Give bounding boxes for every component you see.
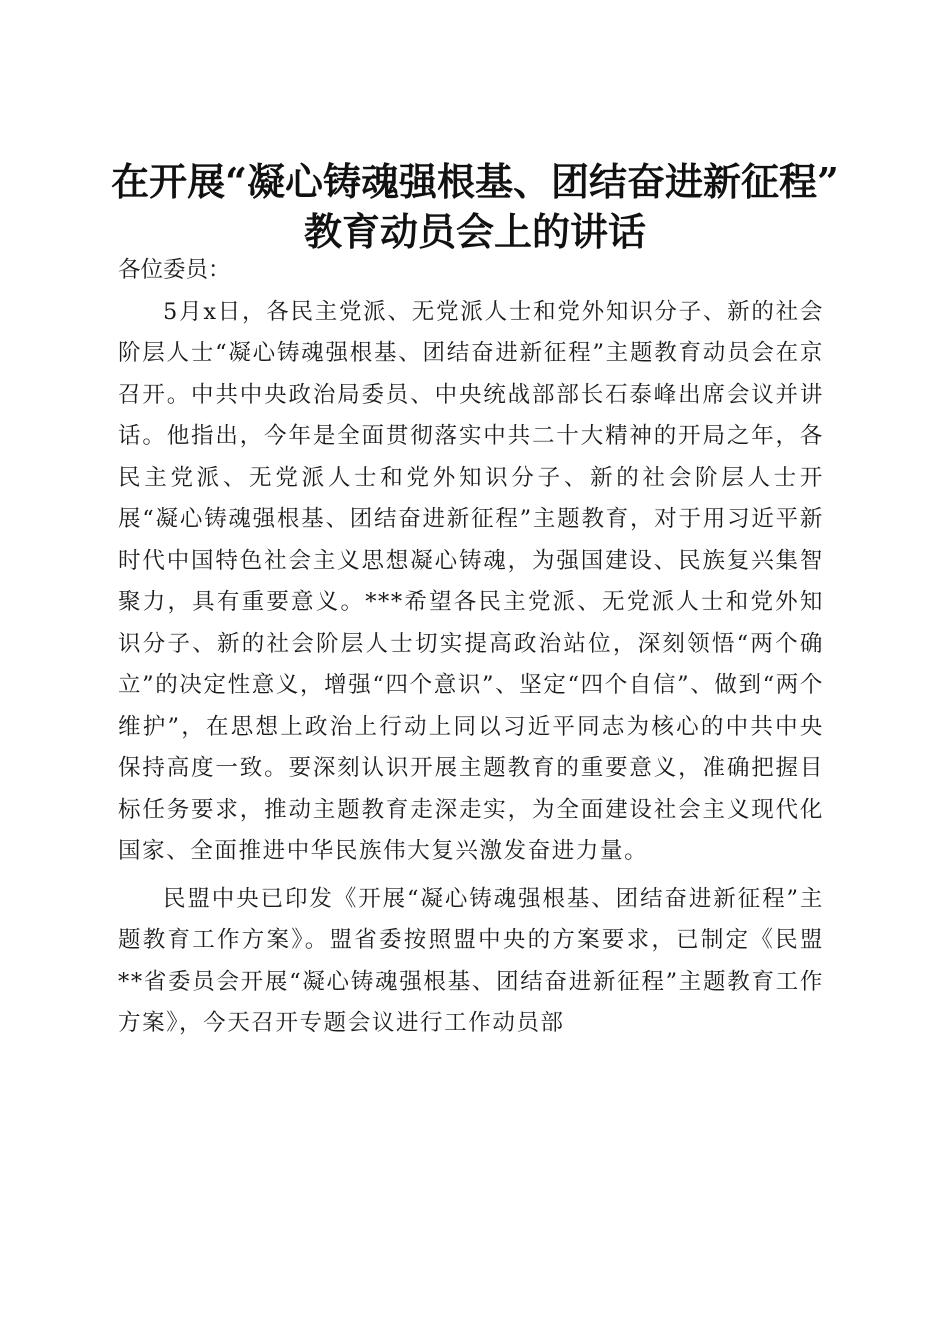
paragraph-2: 民盟中央已印发《开展“凝心铸魂强根基、团结奋进新征程”主题教育工作方案》。盟省委按照盟中央的方案要求，已制定《民盟**省委员会开展“凝心铸魂强根基、团结奋进新征程”主题教育工作方案》，今天召开专题会议进行工作动员部 bbox=[118, 885, 824, 1036]
document-body bbox=[118, 250, 824, 1045]
document-title bbox=[110, 157, 840, 257]
paragraph-1: 5月x日，各民主党派、无党派人士和党外知识分子、新的社会阶层人士“凝心铸魂强根基、团结奋进新征程”主题教育动员会在京召开。中共中央政治局委员、中央统战部部长石泰峰出席会议并讲话。他指出，今年是全面贯彻落实中共二十大精神的开局之年，各民主党派、无党派人士和党外知识分子、新的社会阶层人士开展“凝心铸魂强根基、团结奋进新征程”主题教育，对于用习近平新时代中国特色社会主义思想凝心铸魂，为强国建设、民族复兴集智聚力，具有重要意义。***希望各民主党派、无党派人士和党外知识分子、新的社会阶层人士切实提高政治站位，深刻领悟“两个确立”的决定性意义，增强“四个意识”、坚定“四个自信”、做到“两个维护”，在思想上政治上行动上同以习近平同志为核心的中共中央保持高度一致。要深刻认识开展主题教育的重要意义，准确把握目标任务要求，推动主题教育走深走实，为全面建设社会主义现代化国家、全面推进中华民族伟大复兴激发奋进力量。 bbox=[118, 298, 824, 864]
salutation: 各位委员： bbox=[118, 257, 231, 283]
title-line-2: 教育动员会上的讲话 bbox=[303, 209, 646, 255]
title-line-1: 在开展“凝心铸魂强根基、团结奋进新征程” bbox=[111, 159, 839, 205]
